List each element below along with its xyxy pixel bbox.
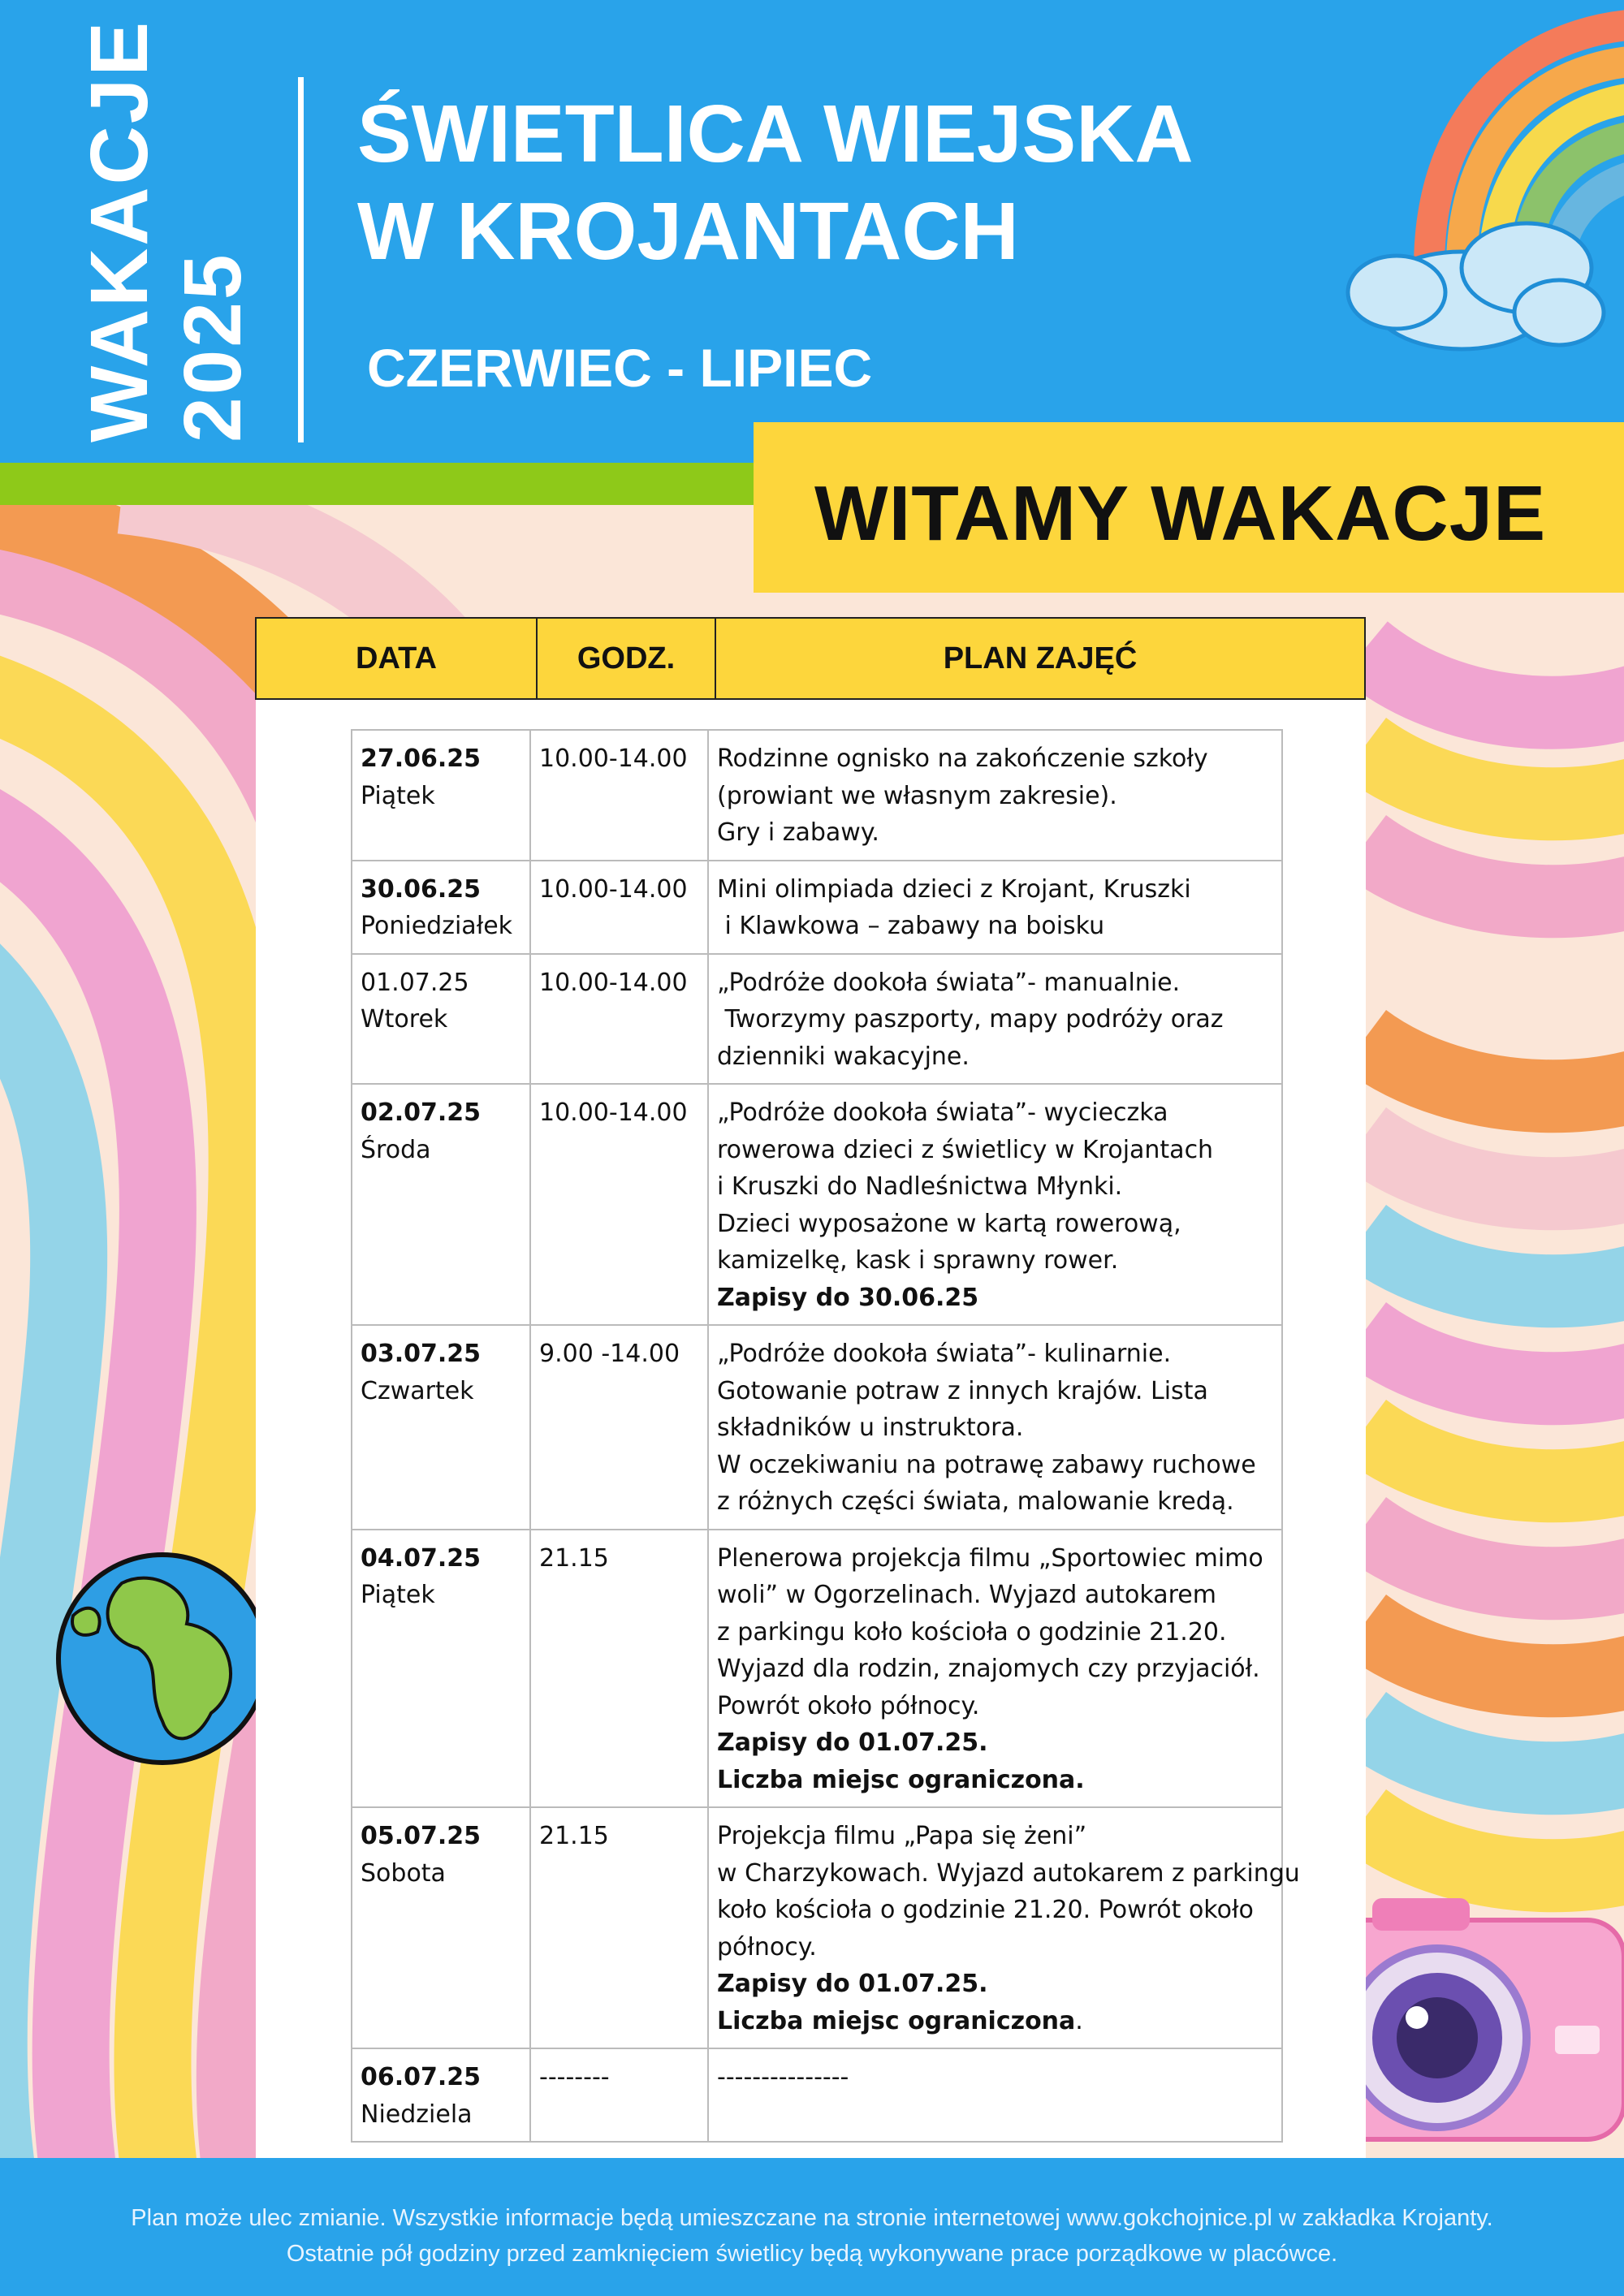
plan-cell: [708, 1325, 1282, 1530]
day-name: Czwartek: [361, 1376, 474, 1405]
plan-cell: [708, 861, 1282, 954]
page-subtitle: CZERWIEC - LIPIEC: [367, 338, 873, 398]
plan-note: [717, 1724, 1273, 1762]
date-value: 06.07.25: [361, 2063, 482, 2091]
plan-line: Wyjazd dla rodzin, znajomych czy przyjaciół.: [717, 1655, 1260, 1683]
plan-note-text: Zapisy do 01.07.25.: [717, 1970, 988, 1998]
plan-line: „Podróże dookoła świata”- manualnie.: [717, 968, 1181, 997]
header-plan: PLAN ZAJĘĆ: [943, 641, 1138, 675]
date-value: 03.07.25: [361, 1340, 482, 1368]
time-cell: 21.15: [530, 1530, 708, 1808]
schedule-table: [351, 729, 1300, 2143]
time-cell: 10.00-14.00: [530, 730, 708, 861]
title-divider: [298, 77, 304, 442]
day-name: Niedziela: [361, 2100, 473, 2129]
plan-line: składników u instruktora.: [717, 1413, 1024, 1442]
plan-cell: [708, 730, 1282, 861]
date-cell: [352, 1530, 530, 1808]
plan-line: Gry i zabawy.: [717, 818, 879, 847]
plan-note: [717, 1280, 1273, 1317]
vertical-title: [73, 19, 260, 442]
plan-line: „Podróże dookoła świata”- kulinarnie.: [717, 1340, 1172, 1368]
plan-line: Tworzymy paszporty, mapy podróży oraz: [717, 1005, 1224, 1034]
table-row: [352, 2048, 1282, 2142]
footer-line2: Ostatnie pół godziny przed zamknięciem świetlicy będą wykonywane prace porządkowe w placówce.: [286, 2241, 1338, 2267]
plan-line: Projekcja filmu „Papa się żeni”: [717, 1822, 1087, 1850]
table-row: [352, 1530, 1282, 1808]
vertical-title-line2: 2025: [167, 252, 258, 442]
footer: [0, 2158, 1624, 2296]
vertical-title-line1: WAKACJE: [74, 19, 165, 442]
plan-line: koło kościoła o godzinie 21.20. Powrót około: [717, 1896, 1254, 1924]
plan-note-text: Liczba miejsc ograniczona: [717, 2006, 1076, 2035]
plan-note: [717, 2003, 1273, 2040]
plan-cell: [708, 2048, 1282, 2142]
plan-note-trailing: .: [1075, 2006, 1083, 2035]
plan-note-text: Zapisy do 01.07.25.: [717, 1728, 988, 1757]
footer-line1: Plan może ulec zmianie. Wszystkie informacje będą umieszczane na stronie internetowej www.gokchojnice.pl w zakładka Krojanty.: [131, 2205, 1493, 2231]
plan-line: z różnych części świata, malowanie kredą.: [717, 1487, 1234, 1516]
plan-note: [717, 1762, 1273, 1799]
welcome-banner: [754, 422, 1624, 593]
table-row: [352, 1084, 1282, 1325]
time-cell: 21.15: [530, 1807, 708, 2048]
date-value: 04.07.25: [361, 1543, 482, 1573]
date-cell: [352, 730, 530, 861]
plan-line: Gotowanie potraw z innych krajów. Lista: [717, 1376, 1208, 1405]
date-value: 30.06.25: [361, 874, 482, 904]
day-name: Poniedziałek: [361, 912, 513, 940]
title-line2: W KROJANTACH: [357, 186, 1019, 277]
date-value: 05.07.25: [361, 1822, 482, 1850]
day-name: Piątek: [361, 781, 435, 810]
date-cell: [352, 861, 530, 954]
plan-line: i Klawkowa – zabawy na boisku: [717, 912, 1105, 940]
plan-cell: [708, 1084, 1282, 1325]
day-name: Sobota: [361, 1858, 446, 1888]
plan-line: Powrót około północy.: [717, 1691, 980, 1720]
date-value: 01.07.25: [361, 968, 469, 997]
plan-line: Dzieci wyposażone w kartą rowerową,: [717, 1209, 1181, 1238]
plan-line: Rodzinne ognisko na zakończenie szkoły: [717, 744, 1208, 773]
date-value: 02.07.25: [361, 1098, 482, 1127]
date-cell: [352, 2048, 530, 2142]
plan-cell: [708, 1807, 1300, 2048]
time-cell: 10.00-14.00: [530, 954, 708, 1085]
day-name: Środa: [361, 1135, 431, 1164]
plan-line: z parkingu koło kościoła o godzinie 21.20.: [717, 1617, 1227, 1646]
globe-icon: [58, 1555, 266, 1763]
plan-note: [717, 1966, 1273, 2003]
plan-line: dzienniki wakacyjne.: [717, 1042, 970, 1071]
plan-line: woli” w Ogorzelinach. Wyjazd autokarem: [717, 1581, 1216, 1609]
plan-note-text: Liczba miejsc ograniczona.: [717, 1765, 1085, 1794]
table-row: [352, 1807, 1282, 2048]
time-cell: 10.00-14.00: [530, 861, 708, 954]
plan-line: ---------------: [717, 2063, 849, 2091]
plan-line: „Podróże dookoła świata”- wycieczka: [717, 1098, 1168, 1127]
header-time: GODZ.: [538, 619, 716, 698]
date-cell: [352, 1325, 530, 1530]
table-row: [352, 730, 1282, 861]
header-date: DATA: [257, 619, 538, 698]
plan-line: rowerowa dzieci z świetlicy w Krojantach: [717, 1135, 1214, 1164]
date-cell: [352, 954, 530, 1085]
table-row: [352, 1325, 1282, 1530]
table-header: [255, 617, 1366, 700]
plan-line: Mini olimpiada dzieci z Krojant, Kruszki: [717, 874, 1191, 904]
date-value: 27.06.25: [361, 744, 482, 773]
day-name: Wtorek: [361, 1005, 448, 1034]
plan-line: (prowiant we własnym zakresie).: [717, 781, 1117, 810]
day-name: Piątek: [361, 1581, 435, 1609]
plan-cell: [708, 1530, 1282, 1808]
time-cell: 10.00-14.00: [530, 1084, 708, 1325]
table-row: [352, 954, 1282, 1085]
plan-cell: [708, 954, 1282, 1085]
plan-line: i Kruszki do Nadleśnictwa Młynki.: [717, 1172, 1123, 1201]
plan-line: W oczekiwaniu na potrawę zabawy ruchowe: [717, 1450, 1256, 1479]
title-line1: ŚWIETLICA WIEJSKA: [357, 88, 1194, 179]
table-row: [352, 861, 1282, 954]
banner-text: WITAMY WAKACJE: [814, 470, 1547, 557]
page-title: [357, 85, 1194, 280]
time-cell: --------: [530, 2048, 708, 2142]
plan-line: w Charzykowach. Wyjazd autokarem z parkingu: [717, 1858, 1300, 1888]
plan-line: północy.: [717, 1932, 817, 1962]
plan-note-text: Zapisy do 30.06.25: [717, 1283, 979, 1312]
date-cell: [352, 1807, 530, 2048]
plan-line: kamizelkę, kask i sprawny rower.: [717, 1246, 1119, 1275]
plan-line: Plenerowa projekcja filmu „Sportowiec mimo: [717, 1543, 1263, 1573]
date-cell: [352, 1084, 530, 1325]
time-cell: 9.00 -14.00: [530, 1325, 708, 1530]
